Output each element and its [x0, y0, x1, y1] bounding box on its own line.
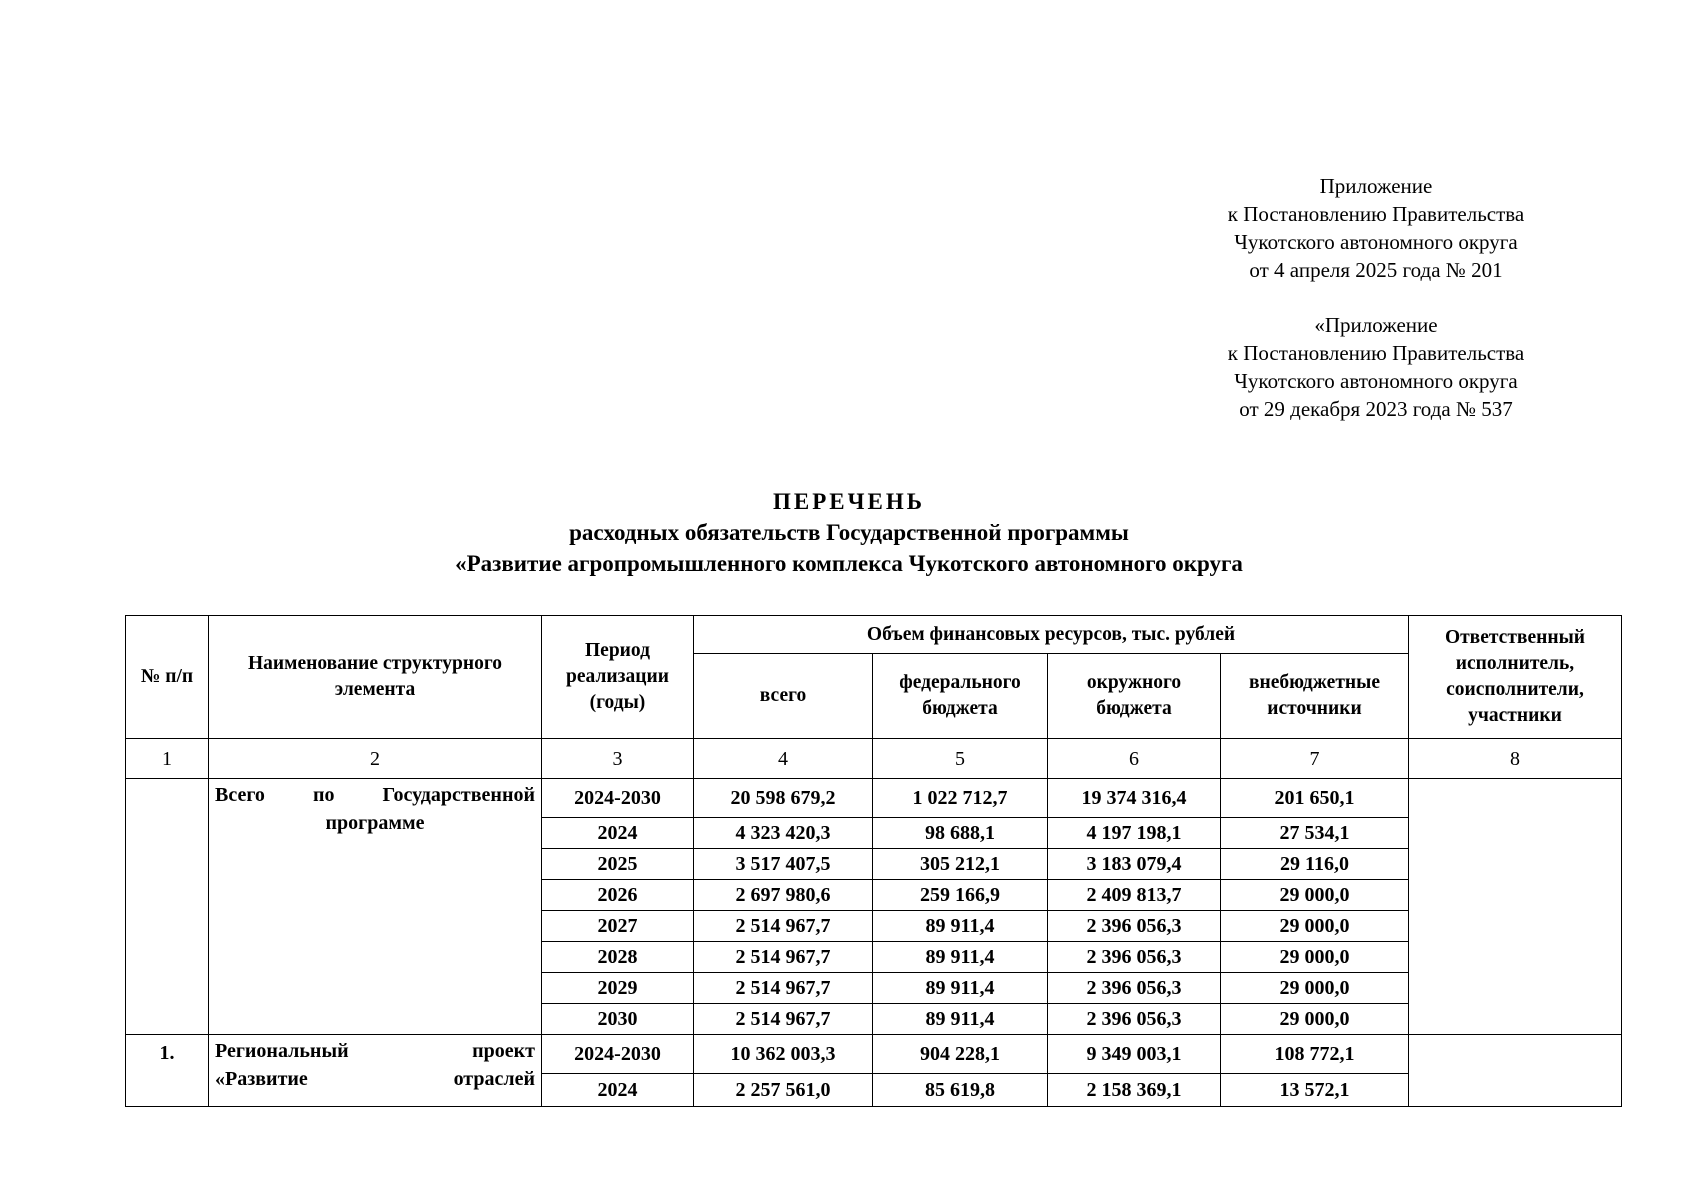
cell-period: 2024 — [542, 818, 694, 849]
cell-extra: 29 000,0 — [1221, 1004, 1409, 1035]
col-number: 5 — [873, 739, 1048, 779]
header-volume: Объем финансовых ресурсов, тыс. рублей — [694, 616, 1409, 654]
col-number: 1 — [126, 739, 209, 779]
cell-total: 2 514 967,7 — [694, 942, 873, 973]
cell-extra: 108 772,1 — [1221, 1035, 1409, 1074]
annex-line: от 29 декабря 2023 года № 537 — [1239, 397, 1513, 421]
col-number: 3 — [542, 739, 694, 779]
section-name — [209, 779, 542, 1035]
cell-extra: 27 534,1 — [1221, 818, 1409, 849]
col-number: 8 — [1409, 739, 1622, 779]
col-number: 6 — [1048, 739, 1221, 779]
annex-line: Чукотского автономного округа — [1234, 369, 1518, 393]
name-word: Всего — [215, 784, 265, 806]
cell-period: 2027 — [542, 911, 694, 942]
header-num: № п/п — [126, 616, 209, 739]
cell-extra: 201 650,1 — [1221, 779, 1409, 818]
cell-federal: 305 212,1 — [873, 849, 1048, 880]
cell-federal: 89 911,4 — [873, 942, 1048, 973]
cell-period: 2024-2030 — [542, 1035, 694, 1074]
header-name: Наименование структурного элемента — [209, 616, 542, 739]
table-row — [126, 779, 1622, 818]
cell-total: 10 362 003,3 — [694, 1035, 873, 1074]
name-word: отраслей — [453, 1068, 535, 1090]
cell-federal: 904 228,1 — [873, 1035, 1048, 1074]
cell-period: 2026 — [542, 880, 694, 911]
col-number: 7 — [1221, 739, 1409, 779]
cell-extra: 13 572,1 — [1221, 1074, 1409, 1107]
name-word: «Развитие — [215, 1068, 308, 1090]
cell-period: 2025 — [542, 849, 694, 880]
cell-extra: 29 116,0 — [1221, 849, 1409, 880]
header-extra: внебюджетные источники — [1221, 654, 1409, 739]
name-word: проект — [472, 1040, 535, 1062]
header-responsible: Ответственный исполнитель, соисполнители, участники — [1409, 616, 1622, 739]
header-period: Период реализации (годы) — [542, 616, 694, 739]
cell-total: 2 697 980,6 — [694, 880, 873, 911]
header-district: окружного бюджета — [1048, 654, 1221, 739]
annex-line: «Приложение — [1314, 313, 1438, 337]
col-number: 2 — [209, 739, 542, 779]
section-num — [126, 779, 209, 1035]
cell-total: 3 517 407,5 — [694, 849, 873, 880]
cell-federal: 89 911,4 — [873, 973, 1048, 1004]
cell-federal: 259 166,9 — [873, 880, 1048, 911]
cell-extra: 29 000,0 — [1221, 942, 1409, 973]
cell-period: 2030 — [542, 1004, 694, 1035]
title-line: расходных обязательств Государственной программы — [569, 520, 1129, 545]
cell-responsible — [1409, 1035, 1622, 1107]
col-number: 4 — [694, 739, 873, 779]
cell-federal: 85 619,8 — [873, 1074, 1048, 1107]
cell-total: 2 514 967,7 — [694, 973, 873, 1004]
cell-total: 2 514 967,7 — [694, 1004, 873, 1035]
name-word: по — [312, 784, 335, 806]
cell-district: 2 158 369,1 — [1048, 1074, 1221, 1107]
cell-district: 2 396 056,3 — [1048, 911, 1221, 942]
cell-period: 2028 — [542, 942, 694, 973]
header-federal: федерального бюджета — [873, 654, 1048, 739]
cell-extra: 29 000,0 — [1221, 911, 1409, 942]
cell-total: 4 323 420,3 — [694, 818, 873, 849]
cell-total: 2 514 967,7 — [694, 911, 873, 942]
cell-responsible — [1409, 779, 1622, 1035]
cell-district: 2 409 813,7 — [1048, 880, 1221, 911]
annex-line: к Постановлению Правительства — [1227, 341, 1525, 365]
section-name — [209, 1035, 542, 1107]
document-title — [0, 486, 1698, 579]
cell-extra: 29 000,0 — [1221, 973, 1409, 1004]
cell-federal: 89 911,4 — [873, 1004, 1048, 1035]
name-word: Государственной — [382, 784, 535, 806]
cell-federal: 89 911,4 — [873, 911, 1048, 942]
name-word: программе — [325, 812, 425, 834]
section-num: 1. — [126, 1035, 209, 1107]
title-line: ПЕРЕЧЕНЬ — [773, 489, 925, 514]
cell-period: 2024 — [542, 1074, 694, 1107]
cell-total: 20 598 679,2 — [694, 779, 873, 818]
cell-district: 3 183 079,4 — [1048, 849, 1221, 880]
annex-line: к Постановлению Правительства — [1227, 202, 1525, 226]
cell-period: 2029 — [542, 973, 694, 1004]
cell-federal: 98 688,1 — [873, 818, 1048, 849]
cell-district: 9 349 003,1 — [1048, 1035, 1221, 1074]
cell-total: 2 257 561,0 — [694, 1074, 873, 1107]
cell-federal: 1 022 712,7 — [873, 779, 1048, 818]
name-word: Региональный — [215, 1040, 349, 1062]
annex-block-current — [1200, 172, 1552, 284]
cell-district: 2 396 056,3 — [1048, 973, 1221, 1004]
table-row — [126, 1035, 1622, 1074]
cell-district: 4 197 198,1 — [1048, 818, 1221, 849]
annex-block-original — [1200, 311, 1552, 423]
header-total: всего — [694, 654, 873, 739]
title-line: «Развитие агропромышленного комплекса Чукотского автономного округа — [455, 551, 1243, 576]
annex-line: от 4 апреля 2025 года № 201 — [1249, 258, 1503, 282]
cell-district: 19 374 316,4 — [1048, 779, 1221, 818]
annex-line: Чукотского автономного округа — [1234, 230, 1518, 254]
expenditure-table — [125, 615, 1622, 1107]
annex-line: Приложение — [1319, 174, 1433, 198]
cell-district: 2 396 056,3 — [1048, 942, 1221, 973]
cell-district: 2 396 056,3 — [1048, 1004, 1221, 1035]
cell-extra: 29 000,0 — [1221, 880, 1409, 911]
cell-period: 2024-2030 — [542, 779, 694, 818]
